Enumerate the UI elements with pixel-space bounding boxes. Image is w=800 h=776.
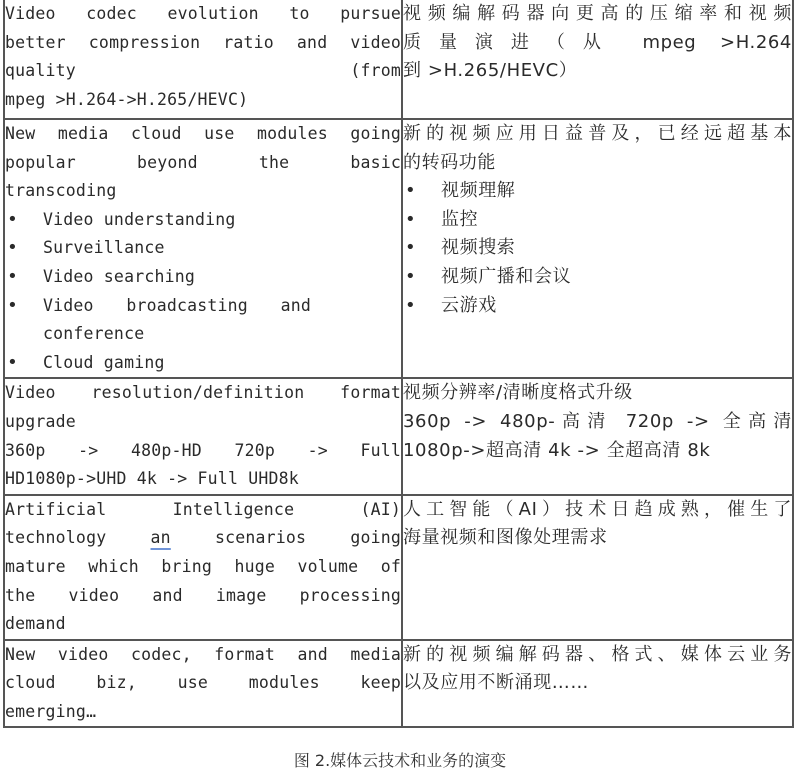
text-line: cloud biz, use modules keep [5, 673, 401, 693]
text-line [5, 524, 401, 553]
chinese-cell [402, 378, 793, 494]
text-line: the video and image processing [5, 585, 401, 605]
chinese-cell [402, 0, 793, 119]
table-row [4, 0, 793, 119]
text-line: transcoding [5, 181, 117, 201]
chinese-cell [402, 640, 793, 728]
list-item: • 云游戏 [403, 292, 792, 321]
text-line: mature which bring huge volume of [5, 556, 401, 576]
list-item: • 视频广播和会议 [403, 263, 792, 292]
text-line: mpeg >H.264->H.265/HEVC) [5, 89, 249, 109]
english-cell [4, 0, 402, 119]
text-line: New media cloud use modules going [5, 124, 401, 143]
text-line: 以及应用不断涌现…… [403, 672, 589, 694]
table-row [4, 119, 793, 378]
table-row [4, 495, 793, 640]
text-line: popular beyond the basic [5, 152, 401, 172]
text-line: 1080p->超高清 4k -> 全超高清 8k [403, 439, 711, 461]
spellcheck-underlined-word: an [150, 528, 171, 548]
chinese-cell [402, 119, 793, 378]
list-item: • 视频搜索 [403, 234, 792, 263]
list-item: • Surveillance [5, 234, 401, 263]
bullet-list [403, 177, 792, 320]
text-line: Video resolution/definition format [5, 383, 401, 403]
list-item: • Video broadcasting and conference [5, 292, 401, 349]
list-item: • Video searching [5, 263, 401, 292]
text-segment: technology [5, 528, 107, 548]
bullet-list [5, 206, 401, 378]
text-line: 360p -> 480p-HD 720p -> Full [5, 440, 401, 460]
list-item: • 视频理解 [403, 177, 792, 206]
text-line: better compression ratio and video [5, 32, 401, 52]
english-cell [4, 119, 402, 378]
english-cell [4, 378, 402, 494]
text-line: 视频分辨率/清晰度格式升级 [403, 382, 633, 404]
text-line: emerging… [5, 701, 97, 721]
comparison-table [3, 0, 794, 728]
text-line: 人工智能（AI）技术日趋成熟，催生了 [403, 498, 792, 520]
text-line: New video codec, format and media [5, 644, 401, 664]
figure-caption: 图 2.媒体云技术和业务的演变 [293, 751, 507, 770]
chinese-cell [402, 495, 793, 640]
table-row [4, 640, 793, 728]
text-line: 质量演进（从 mpeg >H.264 [403, 31, 792, 53]
text-line: 视频编解码器向更高的压缩率和视频 [403, 3, 792, 24]
text-line: 海量视频和图像处理需求 [403, 527, 608, 549]
list-item: • Cloud gaming [5, 349, 401, 378]
table-row [4, 378, 793, 494]
text-line: 360p -> 480p-高清 720p -> 全高清 [403, 410, 792, 432]
text-line: 新的视频编解码器、格式、媒体云业务 [403, 643, 792, 665]
english-cell [4, 495, 402, 640]
text-line: quality (from [5, 61, 401, 81]
text-line: upgrade [5, 411, 76, 431]
text-line: demand [5, 614, 66, 634]
text-segment: scenarios going [214, 528, 402, 548]
text-line: 到 >H.265/HEVC） [403, 60, 578, 82]
text-line: HD1080p->UHD 4k -> Full UHD8k [5, 469, 299, 489]
list-item: • Video understanding [5, 206, 401, 235]
text-line: 的转码功能 [403, 151, 496, 173]
text-line: 新的视频应用日益普及，已经远超基本 [403, 123, 792, 144]
english-cell [4, 640, 402, 728]
list-item: • 监控 [403, 206, 792, 235]
text-line: Artificial Intelligence (AI) [5, 499, 401, 519]
text-line: Video codec evolution to pursue [5, 4, 401, 23]
